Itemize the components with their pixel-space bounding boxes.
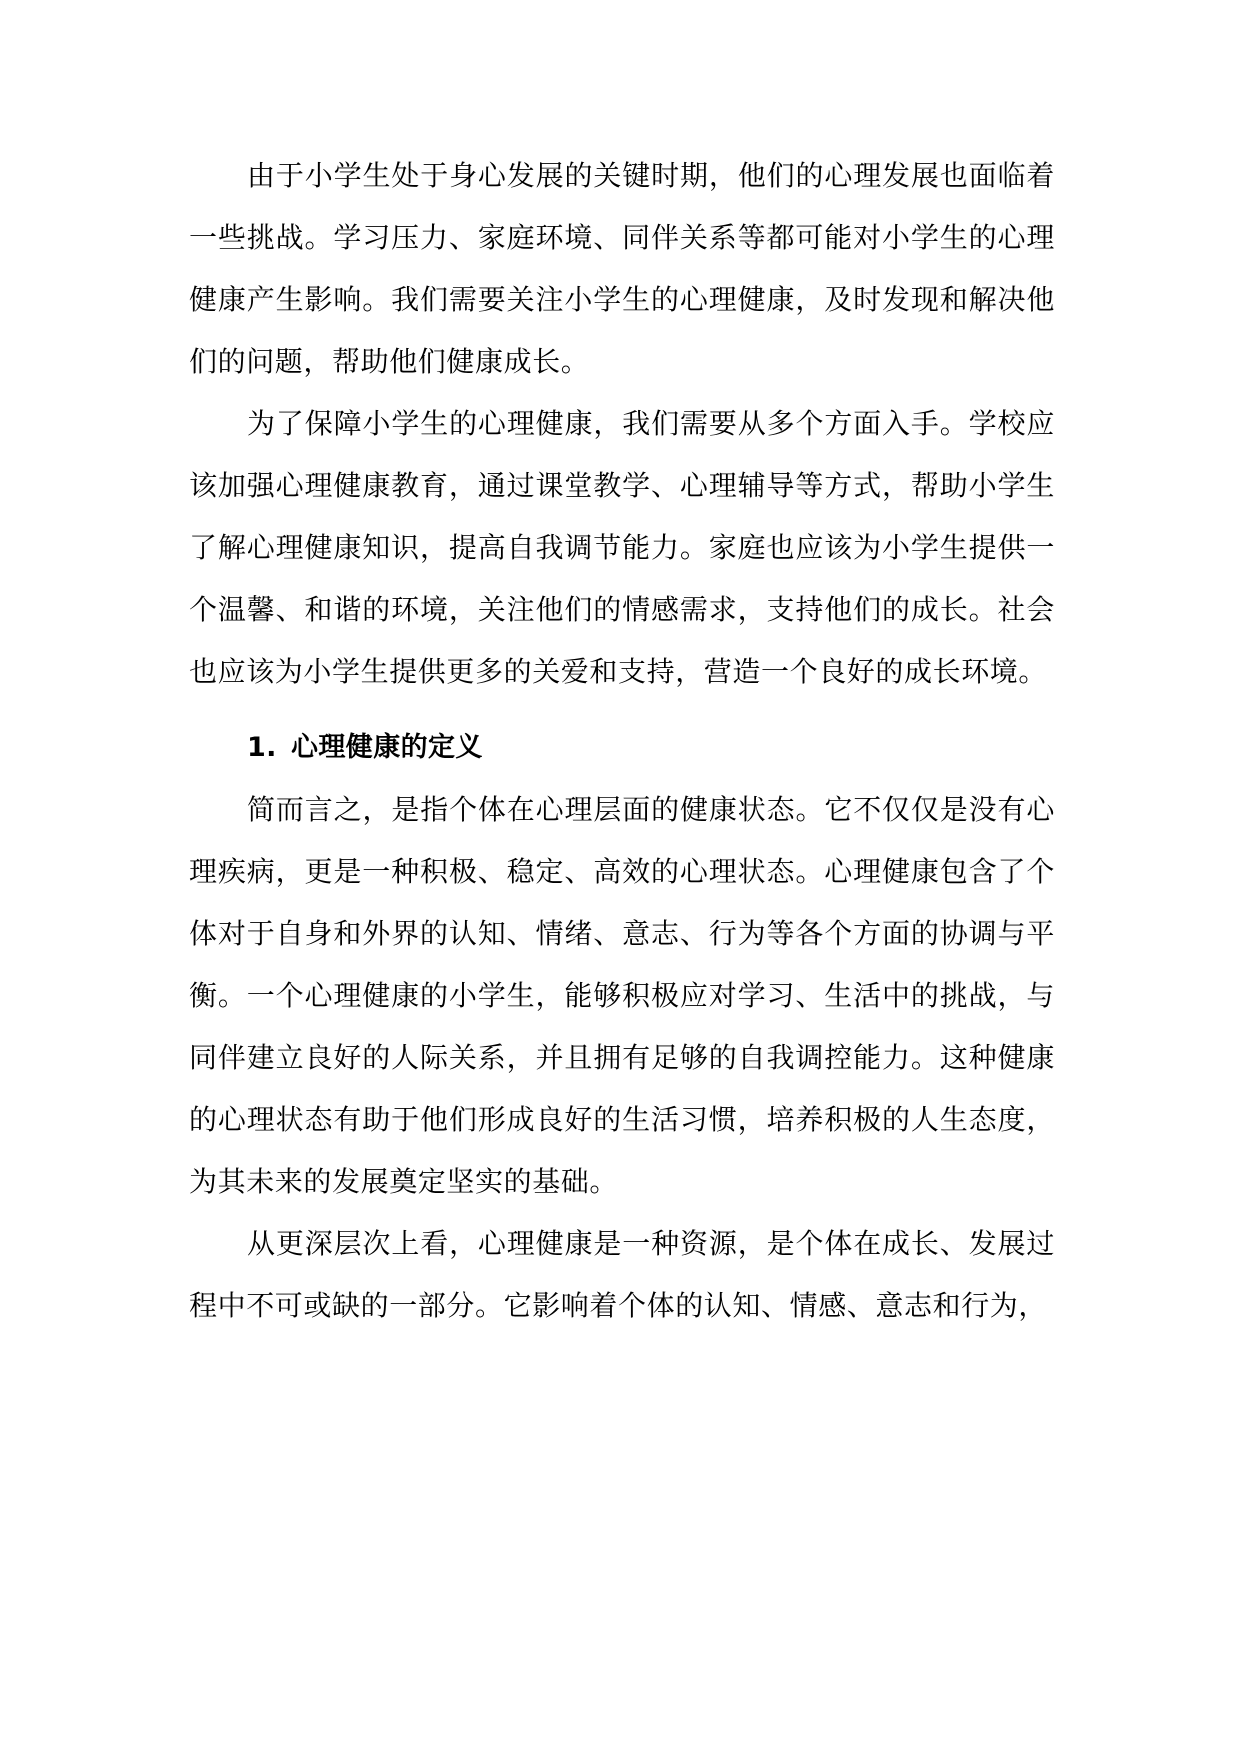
section-title: 心理健康的定义 <box>291 732 483 763</box>
paragraph-3: 简而言之，是指个体在心理层面的健康状态。它不仅仅是没有心理疾病，更是一种积极、稳定、高效的心理状态。心理健康包含了个体对于自身和外界的认知、情绪、意志、行为等各个方面的协调与平衡。一个心理健康的小学生，能够积极应对学习、生活中的挑战，与同伴建立良好的人际关系，并且拥有足够的自我调控能力。这种健康的心理状态有助于他们形成良好的生活习惯，培养积极的人生态度，为其未来的发展奠定坚实的基础。 <box>189 793 1055 1198</box>
paragraph-2: 为了保障小学生的心理健康，我们需要从多个方面入手。学校应该加强心理健康教育，通过课堂教学、心理辅导等方式，帮助小学生了解心理健康知识，提高自我调节能力。家庭也应该为小学生提供一个温馨、和谐的环境，关注他们的情感需求，支持他们的成长。社会也应该为小学生提供更多的关爱和支持，营造一个良好的成长环境。 <box>189 407 1055 688</box>
section-number: 1. <box>247 732 277 763</box>
paragraph-1: 由于小学生处于身心发展的关键时期，他们的心理发展也面临着一些挑战。学习压力、家庭环境、同伴关系等都可能对小学生的心理健康产生影响。我们需要关注小学生的心理健康，及时发现和解决他们的问题，帮助他们健康成长。 <box>189 159 1055 378</box>
section-spacer <box>189 703 1055 717</box>
document-body <box>189 145 1055 1337</box>
section-heading <box>189 717 1055 779</box>
paragraph-4: 从更深层次上看，心理健康是一种资源，是个体在成长、发展过程中不可或缺的一部分。它影响着个体的认知、情感、意志和行为， <box>189 1227 1055 1322</box>
